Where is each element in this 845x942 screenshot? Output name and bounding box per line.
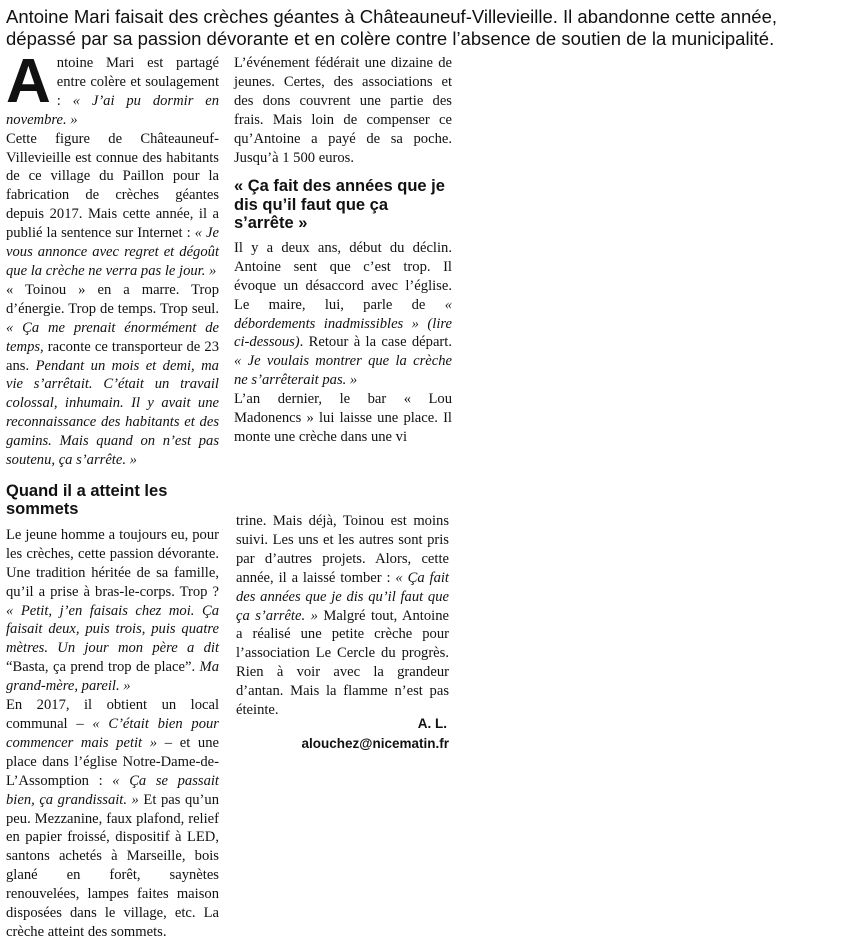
quote: Pendant un mois et demi, ma vie s’arrêtait. C’était un travail colossal, inhumain. Il y avait une reconnaissance des habitants et des gamins. Mais quand on n’est pas soutenu, ça s’arrête. » — [6, 357, 219, 469]
subheading: « Ça fait des années que je dis qu’il faut que ça s’arrête » — [234, 177, 445, 233]
paragraph-text: Et pas qu’un peu. Mezzanine, faux plafond, relief en papier froissé, dispositif à LED, santons achetés à Marseille, bois glané en forêt, saynètes renouvelées, lampes faites maison disposées dans le village, etc. La crèche atteint des sommets. — [6, 791, 219, 940]
reference: (lire ci-dessous) — [234, 315, 452, 351]
article-column-2-top — [234, 54, 452, 447]
intro-paragraph — [6, 47, 219, 130]
paragraph-text: raconte ce transporteur de 23 ans. — [6, 338, 219, 374]
quote: « C’était bien pour commencer mais petit » — [6, 716, 219, 751]
paragraph-text: Le jeune homme a toujours eu, pour les crèches, cette passion dévorante. Une tradition héritée de sa famille, qu’il a prise à bras-le-corps. Trop ? — [6, 526, 219, 600]
intro-quote: « J’ai pu dormir en novembre. » — [6, 92, 219, 128]
drop-cap: A — [6, 47, 51, 116]
quote: Ma grand-mère, pareil. » — [6, 659, 219, 695]
quote: « débordements inadmissibles » — [234, 296, 452, 332]
intro-text: ntoine Mari est partagé entre colère et soulagement : — [56, 55, 219, 109]
paragraph-text: En 2017, il obtient un local communal – — [6, 697, 219, 732]
paragraph: L’événement fédérait une dizaine de jeunes. Certes, des associations et des dons couvrent une partie des frais. Mais loin de compenser ce qu’Antoine a payé de sa poche. Jusqu’à 1 500 euros. — [234, 55, 452, 166]
paragraph-text: Il y a deux ans, début du déclin. Antoine sent que c’est trop. Il évoque un désaccord avec l’église. Le maire, lui, parle de — [234, 239, 452, 313]
quote: « Je vous annonce avec regret et dégoût que la crèche ne verra pas le jour. » — [6, 225, 220, 279]
quote: « Ça se passait bien, ça grandissait. » — [6, 772, 219, 808]
paragraph — [6, 130, 219, 281]
paragraph — [6, 526, 219, 696]
paragraph-text: trine. Mais déjà, Toinou est moins suivi. Les uns et les autres sont pris par d’autres projets. Alors, cette année, il a laissé tomber : — [236, 513, 449, 586]
paragraph — [6, 696, 219, 942]
headline: Antoine Mari faisait des crèches géantes à Châteauneuf-Villevieille. Il abandonne cette année, dépassé par sa passion dévorante et en colère contre l’absence de soutien de la municipalité. — [6, 6, 777, 49]
paragraph-text: Cette figure de Châteauneuf-Villevieille est connue des habitants de ce village du Paillon pour la fabrication de crèches géantes depuis 2017. Mais cette année, il a publié la sentence sur Internet : — [6, 130, 219, 242]
paragraph — [6, 281, 219, 470]
subheading: Quand il a atteint les sommets — [6, 481, 168, 518]
author-signature: A. L. — [417, 716, 447, 731]
paragraph — [236, 512, 449, 720]
paragraph-text: – et une place dans l’église Notre-Dame-de-L’Assomption : — [6, 734, 219, 789]
paragraph-text: . Retour à la case départ. — [299, 334, 452, 351]
quote: « Je voulais montrer que la crèche ne s’arrêterait pas. » — [234, 353, 452, 389]
inner-quote: “Basta, ça prend trop de place”. — [6, 659, 196, 676]
quote: « Petit, j’en faisais chez moi. Ça faisait deux, puis trois, puis quatre mètres. Un jour mon père a dit — [6, 602, 219, 657]
article-column-1 — [6, 47, 220, 942]
quote: « Ça fait des années que je dis qu’il faut que ça s’arrête. » — [236, 569, 449, 624]
article-column-2-bottom — [236, 512, 449, 720]
author-email: alouchez@nicematin.fr — [301, 736, 449, 751]
paragraph: L’an dernier, le bar « Lou Madonencs » lui laisse une place. Il monte une crèche dans une vi — [234, 391, 452, 445]
quote: « Ça me prenait énormément de temps, — [6, 319, 219, 355]
paragraph-text: Malgré tout, Antoine a réalisé une petite crèche pour l’association Le Cercle du progrès. Rien à voir avec la grandeur d’antan. Mais la flamme n’est pas éteinte. — [236, 607, 449, 719]
paragraph-text: « Toinou » en a marre. Trop d’énergie. Trop de temps. Trop seul. — [6, 281, 219, 317]
paragraph — [234, 239, 452, 390]
